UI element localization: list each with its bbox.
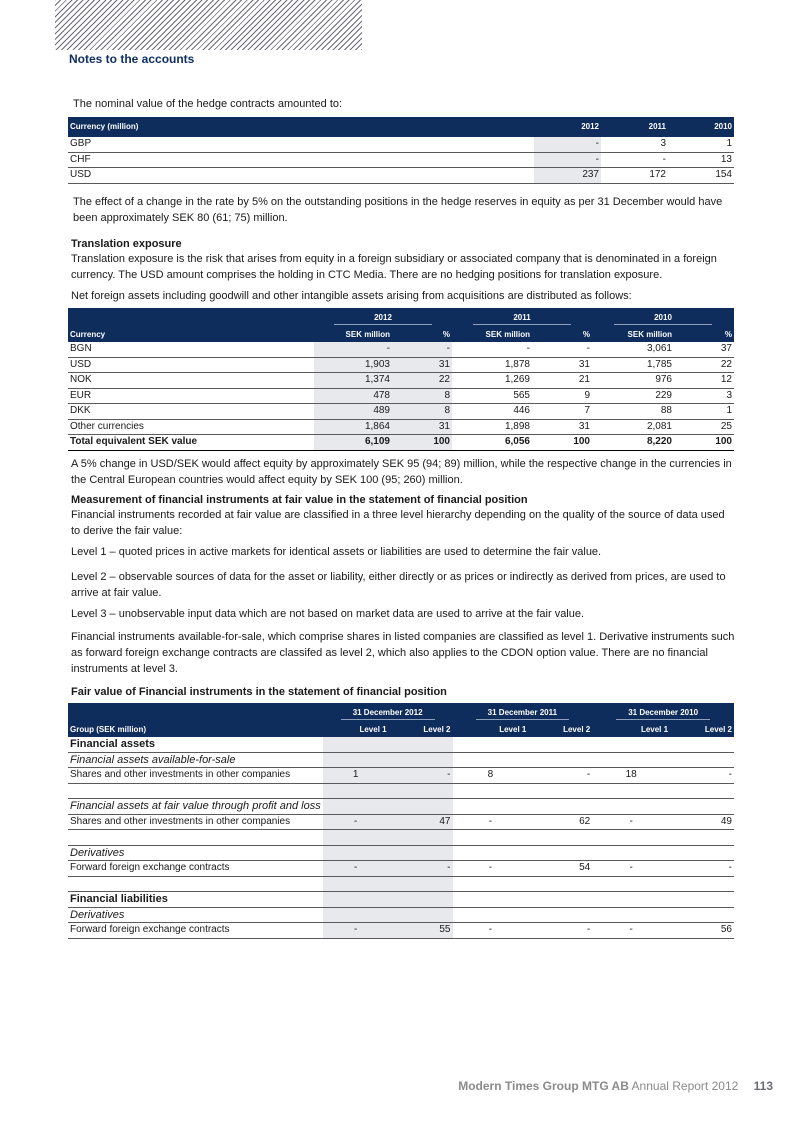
cell: - xyxy=(534,152,601,168)
translation-heading: Translation exposure xyxy=(71,238,182,250)
cell: 3 xyxy=(674,388,734,404)
table-row xyxy=(68,373,734,389)
table-row xyxy=(68,152,734,168)
cell: 49 xyxy=(670,814,734,830)
cell: 565 xyxy=(452,388,532,404)
col-currency: Currency xyxy=(68,328,314,342)
cell: - xyxy=(453,923,529,939)
cell: 1,864 xyxy=(314,419,392,435)
cell: 1,269 xyxy=(452,373,532,389)
col-level2: Level 2 xyxy=(670,723,734,737)
cell: - xyxy=(453,814,529,830)
translation-text: Translation exposure is the risk that arises from equity in a foreign subsidiary or associated company that is denominated in a foreign currency. The USD amount comprises the holding in CTC Media. There are no hedging positions for translation exposure. xyxy=(71,253,717,281)
cell: - xyxy=(389,768,453,784)
cell: - xyxy=(534,137,601,152)
hedge-header-2011: 2011 xyxy=(601,117,668,137)
cell: 22 xyxy=(674,357,734,373)
cell: 1,785 xyxy=(592,357,674,373)
hatch-pattern xyxy=(55,0,362,50)
cell: 56 xyxy=(670,923,734,939)
cell: 172 xyxy=(601,168,668,184)
date-2012: 31 December 2012 xyxy=(341,707,435,720)
cell: Financial assets at fair value through profit and loss xyxy=(70,800,321,812)
cell: 6,109 xyxy=(314,435,392,451)
cell: 1,878 xyxy=(452,357,532,373)
cell: 1 xyxy=(674,404,734,420)
table-row xyxy=(68,907,734,923)
fairvalue-heading: Measurement of financial instruments at fair value in the statement of financial position xyxy=(71,494,528,506)
cell: 1,903 xyxy=(314,357,392,373)
cell: 7 xyxy=(532,404,592,420)
cell: - xyxy=(453,861,529,877)
table-row xyxy=(68,892,734,908)
cell: 489 xyxy=(314,404,392,420)
col-group: Group (SEK million) xyxy=(68,723,323,737)
cell: 8 xyxy=(453,768,529,784)
cell: - xyxy=(670,861,734,877)
footer-report: Annual Report 2012 xyxy=(631,1079,739,1093)
cell: 31 xyxy=(532,357,592,373)
fairvalue-level3: Level 3 – unobservable input data which are not based on market data are used to arrive at the fair value. xyxy=(71,608,585,620)
cell: 100 xyxy=(674,435,734,451)
cell: - xyxy=(323,814,389,830)
cell: 1,374 xyxy=(314,373,392,389)
cell: 9 xyxy=(532,388,592,404)
cell: CHF xyxy=(68,152,534,168)
cell: 1,898 xyxy=(452,419,532,435)
cell: Financial assets xyxy=(68,737,323,752)
cell: 1 xyxy=(668,137,734,152)
table-row xyxy=(68,388,734,404)
cell: - xyxy=(452,342,532,357)
cell: - xyxy=(528,768,592,784)
subheader-row xyxy=(68,328,734,342)
table-row xyxy=(68,137,734,152)
year-2012: 2012 xyxy=(334,312,432,325)
cell: - xyxy=(528,923,592,939)
cell: - xyxy=(389,861,453,877)
cell: Other currencies xyxy=(68,419,314,435)
cell: 976 xyxy=(592,373,674,389)
hedge-effect-text: The effect of a change in the rate by 5% on the outstanding positions in the hedge reserves in equity as per 31 December would have been approximately SEK 80 (61; 75) million. xyxy=(73,196,723,224)
cell: 54 xyxy=(528,861,592,877)
cell: USD xyxy=(68,168,534,184)
col-level1: Level 1 xyxy=(453,723,529,737)
cell: 8,220 xyxy=(592,435,674,451)
fairvalue-level1: Level 1 – quoted prices in active markets for identical assets or liabilities are used to determine the fair value. xyxy=(71,546,602,558)
cell: 1 xyxy=(323,768,389,784)
hedge-intro: The nominal value of the hedge contracts amounted to: xyxy=(73,98,343,110)
cell: - xyxy=(592,861,670,877)
table-row xyxy=(68,168,734,184)
cell: DKK xyxy=(68,404,314,420)
cell: - xyxy=(314,342,392,357)
cell: 22 xyxy=(392,373,452,389)
cell: 31 xyxy=(392,419,452,435)
table-row xyxy=(68,814,734,830)
fairvalue-p2: Financial instruments available-for-sale, which comprise shares in listed companies are classified as level 1. Derivative instruments such as forward foreign exchange contracts are classifed as level 2, which also applies to the CDON option value. There are no financial instruments at level 3. xyxy=(71,631,735,675)
cell: 47 xyxy=(389,814,453,830)
cell: 3 xyxy=(601,137,668,152)
col-pct: % xyxy=(674,328,734,342)
col-pct: % xyxy=(392,328,452,342)
fairvalue-p1: Financial instruments recorded at fair value are classified in a three level hierarchy depending on the quality of the source of data used to derive the fair value: xyxy=(71,509,725,537)
cell: - xyxy=(592,923,670,939)
col-sek: SEK million xyxy=(314,328,392,342)
date-2010: 31 December 2010 xyxy=(616,707,710,720)
col-level1: Level 1 xyxy=(323,723,389,737)
cell: BGN xyxy=(68,342,314,357)
cell: 31 xyxy=(392,357,452,373)
years-header-row xyxy=(68,308,734,328)
table-row xyxy=(68,419,734,435)
hedge-header-row xyxy=(68,117,734,137)
cell: - xyxy=(392,342,452,357)
cell: Forward foreign exchange contracts xyxy=(68,861,323,877)
cell: 2,081 xyxy=(592,419,674,435)
col-level1: Level 1 xyxy=(592,723,670,737)
page-number: 113 xyxy=(753,1079,773,1093)
cell: Financial liabilities xyxy=(68,892,323,908)
cell: 55 xyxy=(389,923,453,939)
col-sek: SEK million xyxy=(452,328,532,342)
hedge-header-2012: 2012 xyxy=(534,117,601,137)
col-pct: % xyxy=(532,328,592,342)
cell: 100 xyxy=(392,435,452,451)
cell: 8 xyxy=(392,404,452,420)
cell: 88 xyxy=(592,404,674,420)
col-level2: Level 2 xyxy=(528,723,592,737)
hedge-table xyxy=(68,117,734,184)
table-row xyxy=(68,737,734,752)
cell: Forward foreign exchange contracts xyxy=(68,923,323,939)
col-level2: Level 2 xyxy=(389,723,453,737)
cell: Shares and other investments in other companies xyxy=(68,768,323,784)
cell: 31 xyxy=(532,419,592,435)
year-2010: 2010 xyxy=(614,312,712,325)
hedge-header-currency: Currency (million) xyxy=(68,117,534,137)
table-row xyxy=(68,357,734,373)
cell: 237 xyxy=(534,168,601,184)
cell: 13 xyxy=(668,152,734,168)
subheader-row xyxy=(68,723,734,737)
fair-value-table xyxy=(68,703,734,939)
net-foreign-assets-table xyxy=(68,308,734,451)
cell: 21 xyxy=(532,373,592,389)
cell: - xyxy=(532,342,592,357)
total-row xyxy=(68,435,734,451)
spacer-row xyxy=(68,830,734,846)
cell: Shares and other investments in other companies xyxy=(68,814,323,830)
dates-header-row xyxy=(68,703,734,723)
table-row xyxy=(68,404,734,420)
fairvalue-level2: Level 2 – observable sources of data for the asset or liability, either directly or as prices or indirectly as derived from prices, are used to arrive at fair value. xyxy=(71,571,726,599)
cell: EUR xyxy=(68,388,314,404)
footer-company: Modern Times Group MTG AB xyxy=(458,1079,629,1093)
section-title: Notes to the accounts xyxy=(69,52,195,66)
table-row xyxy=(68,861,734,877)
cell: 12 xyxy=(674,373,734,389)
cell: - xyxy=(592,814,670,830)
cell: 3,061 xyxy=(592,342,674,357)
translation-intro: Net foreign assets including goodwill and other intangible assets arising from acquisitions are distributed as follows: xyxy=(71,290,632,302)
cell: 100 xyxy=(532,435,592,451)
date-2011: 31 December 2011 xyxy=(476,707,569,720)
cell: Financial assets available-for-sale xyxy=(68,752,323,768)
cell: 6,056 xyxy=(452,435,532,451)
cell: 478 xyxy=(314,388,392,404)
cell: - xyxy=(323,923,389,939)
table-row xyxy=(68,752,734,768)
table-row xyxy=(68,768,734,784)
cell: 154 xyxy=(668,168,734,184)
cell: USD xyxy=(68,357,314,373)
table-row xyxy=(68,845,734,861)
cell: Derivatives xyxy=(68,907,323,923)
col-sek: SEK million xyxy=(592,328,674,342)
cell: - xyxy=(323,861,389,877)
cell: 18 xyxy=(592,768,670,784)
table-row xyxy=(68,923,734,939)
fairvalue-table-title: Fair value of Financial instruments in the statement of financial position xyxy=(71,686,447,698)
page-footer xyxy=(458,1079,773,1093)
table-row xyxy=(68,799,734,815)
cell: Derivatives xyxy=(68,845,323,861)
spacer-row xyxy=(68,876,734,892)
spacer-row xyxy=(68,783,734,799)
cell: - xyxy=(601,152,668,168)
cell: Total equivalent SEK value xyxy=(68,435,314,451)
year-2011: 2011 xyxy=(473,312,570,325)
cell: 25 xyxy=(674,419,734,435)
cell: 229 xyxy=(592,388,674,404)
cell: 8 xyxy=(392,388,452,404)
cell: 446 xyxy=(452,404,532,420)
cell: 62 xyxy=(528,814,592,830)
hedge-header-2010: 2010 xyxy=(668,117,734,137)
table-row xyxy=(68,342,734,357)
cell: NOK xyxy=(68,373,314,389)
sensitivity-text: A 5% change in USD/SEK would affect equity by approximately SEK 95 (94; 89) million, while the respective change in the currencies in the Central European countries would affect equity by SEK 100 (95; 260) million. xyxy=(71,458,732,486)
cell: - xyxy=(670,768,734,784)
cell: 37 xyxy=(674,342,734,357)
cell: GBP xyxy=(68,137,534,152)
